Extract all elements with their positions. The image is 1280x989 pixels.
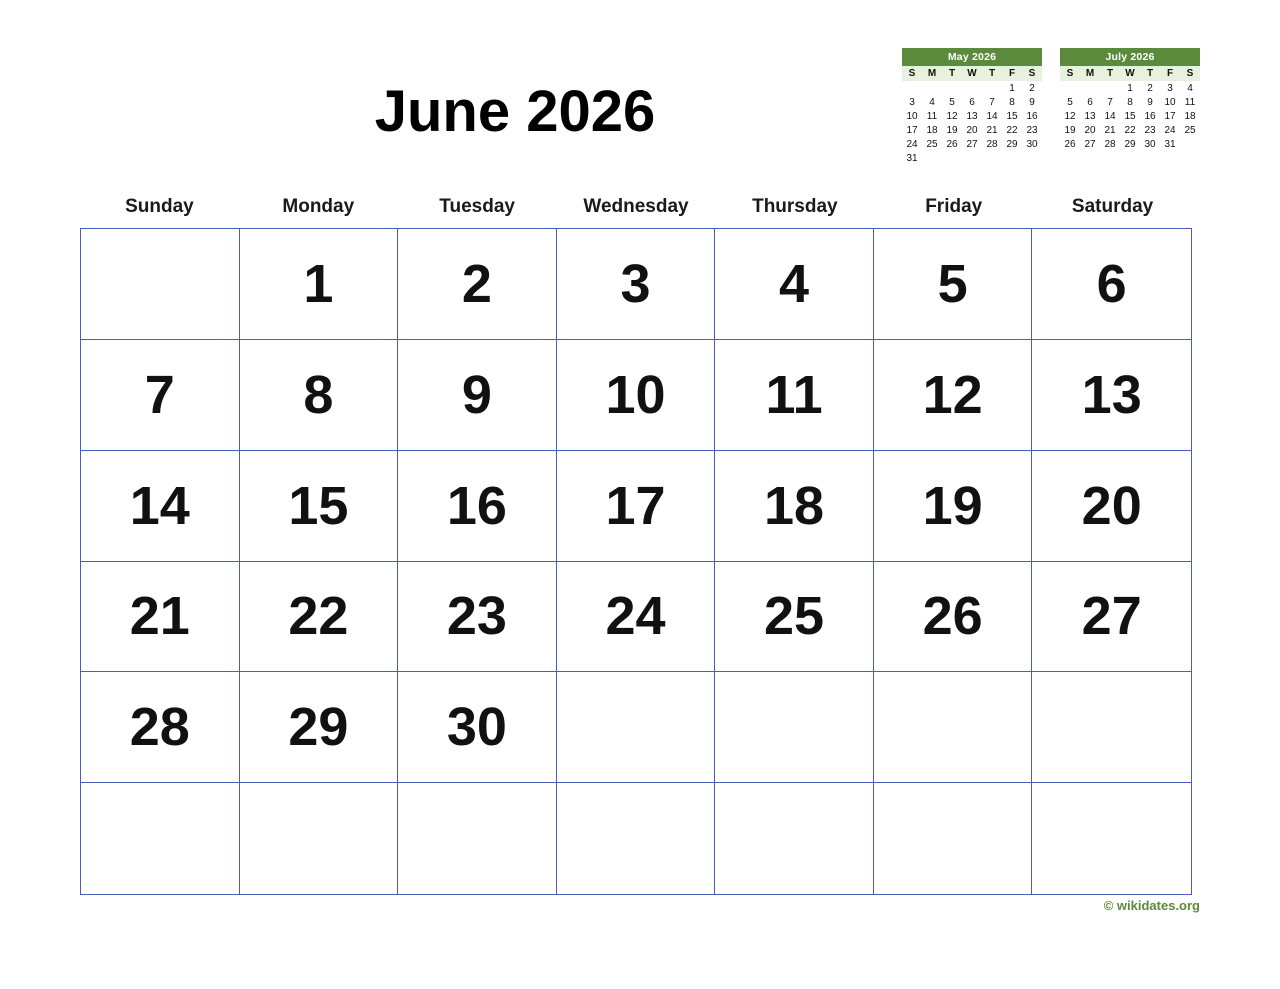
mini-day: 9	[1147, 96, 1153, 108]
mini-day: 31	[906, 152, 918, 164]
day-cell[interactable]	[1032, 562, 1191, 673]
day-cell[interactable]	[874, 783, 1033, 894]
mini-day: 11	[926, 110, 938, 122]
mini-dow-mon: M	[1080, 66, 1100, 81]
mini-day: 14	[986, 110, 998, 122]
day-cell[interactable]	[715, 672, 874, 783]
mini-day: 4	[1187, 82, 1193, 94]
mini-day: 23	[1144, 124, 1156, 136]
weekday-header-tuesday: Tuesday	[439, 196, 515, 217]
day-number: 20	[1081, 475, 1142, 536]
mini-months-container	[902, 48, 1200, 165]
mini-day: 18	[1184, 110, 1196, 122]
mini-week-row	[1060, 95, 1200, 109]
month-grid	[80, 228, 1192, 895]
day-number: 19	[922, 475, 983, 536]
day-cell[interactable]	[874, 562, 1033, 673]
calendar-header	[0, 0, 1280, 185]
day-number: 13	[1081, 364, 1142, 425]
day-cell[interactable]	[557, 229, 716, 340]
day-number: 9	[461, 364, 492, 425]
day-cell[interactable]	[715, 451, 874, 562]
day-cell[interactable]	[81, 229, 240, 340]
mini-day: 7	[1107, 96, 1113, 108]
footer-credit[interactable]	[1104, 898, 1200, 913]
day-cell[interactable]	[240, 451, 399, 562]
mini-week-row	[1060, 109, 1200, 123]
mini-day: 23	[1026, 124, 1038, 136]
day-number: 11	[765, 364, 823, 425]
day-number: 22	[288, 586, 349, 647]
mini-day: 12	[1064, 110, 1076, 122]
mini-calendar-table	[902, 66, 1042, 165]
day-cell[interactable]	[240, 340, 399, 451]
day-number: 21	[129, 586, 190, 647]
weekday-header-sunday: Sunday	[125, 196, 194, 217]
mini-day	[982, 81, 1002, 95]
mini-calendar-previous-month	[902, 48, 1042, 165]
mini-day: 13	[1084, 110, 1096, 122]
mini-day: 27	[1084, 138, 1096, 150]
mini-day: 22	[1124, 124, 1136, 136]
weekday-header-wednesday: Wednesday	[583, 196, 689, 217]
day-cell[interactable]	[715, 562, 874, 673]
day-cell[interactable]	[557, 783, 716, 894]
day-cell[interactable]	[1032, 451, 1191, 562]
mini-day: 28	[986, 138, 998, 150]
mini-day	[902, 81, 922, 95]
mini-day: 26	[1064, 138, 1076, 150]
day-cell[interactable]	[874, 340, 1033, 451]
mini-day: 5	[949, 96, 955, 108]
day-number: 12	[922, 364, 983, 425]
day-cell[interactable]	[557, 672, 716, 783]
day-number: 16	[446, 475, 507, 536]
mini-day: 12	[946, 110, 958, 122]
mini-week-row	[1060, 81, 1200, 95]
day-cell[interactable]	[81, 672, 240, 783]
mini-day: 29	[1124, 138, 1136, 150]
mini-day: 25	[926, 138, 938, 150]
mini-day: 27	[966, 138, 978, 150]
day-cell[interactable]	[240, 562, 399, 673]
mini-day: 8	[1009, 96, 1015, 108]
mini-day: 1	[1009, 82, 1015, 94]
day-cell[interactable]	[240, 672, 399, 783]
mini-dow-mon: M	[922, 66, 942, 81]
day-cell[interactable]	[81, 340, 240, 451]
mini-dow-tue: T	[1100, 66, 1120, 81]
day-number: 18	[764, 475, 825, 536]
mini-day: 1	[1127, 82, 1133, 94]
mini-day	[1100, 81, 1120, 95]
mini-day: 28	[1104, 138, 1116, 150]
mini-day: 19	[1064, 124, 1076, 136]
mini-day: 21	[1104, 124, 1116, 136]
mini-week-row	[902, 137, 1042, 151]
copyright-icon: ©	[1103, 898, 1114, 913]
mini-week-row	[902, 95, 1042, 109]
mini-day	[1060, 151, 1080, 154]
mini-day	[942, 81, 962, 95]
mini-dow-sat: S	[1022, 66, 1042, 81]
weekday-header-thursday: Thursday	[752, 196, 838, 217]
mini-day: 7	[989, 96, 995, 108]
mini-dow-fri: F	[1002, 66, 1022, 81]
mini-dow-wed: W	[1120, 66, 1140, 81]
mini-day	[942, 151, 962, 165]
mini-calendar-title: July 2026	[1060, 48, 1200, 66]
day-cell[interactable]	[1032, 340, 1191, 451]
mini-day	[1022, 151, 1042, 165]
day-number: 15	[288, 475, 349, 536]
day-number: 4	[779, 253, 810, 314]
mini-day: 17	[1164, 110, 1176, 122]
mini-day: 18	[926, 124, 938, 136]
mini-day: 3	[909, 96, 915, 108]
mini-week-row	[902, 109, 1042, 123]
mini-dow-sun: S	[902, 66, 922, 81]
mini-day	[1180, 151, 1200, 154]
mini-day	[1160, 151, 1180, 154]
day-cell[interactable]	[398, 783, 557, 894]
mini-week-row	[1060, 123, 1200, 137]
weekday-header-saturday: Saturday	[1071, 196, 1154, 217]
day-number: 3	[620, 253, 651, 314]
mini-day	[1002, 151, 1022, 165]
day-cell[interactable]	[1032, 783, 1191, 894]
mini-calendar-dow-row	[1060, 66, 1200, 81]
mini-day: 4	[929, 96, 935, 108]
mini-day: 6	[1087, 96, 1093, 108]
day-cell[interactable]	[557, 340, 716, 451]
mini-week-row	[1060, 137, 1200, 151]
mini-week-row	[902, 123, 1042, 137]
mini-day	[1080, 151, 1100, 154]
day-number: 25	[764, 586, 825, 647]
mini-calendar-dow-row	[902, 66, 1042, 81]
mini-day	[1060, 81, 1080, 95]
day-cell[interactable]	[715, 340, 874, 451]
day-number: 28	[129, 697, 190, 758]
day-number: 8	[303, 364, 334, 425]
day-cell[interactable]	[398, 562, 557, 673]
day-cell[interactable]	[240, 783, 399, 894]
mini-dow-sun: S	[1060, 66, 1080, 81]
day-number: 26	[922, 586, 983, 647]
mini-day: 24	[906, 138, 918, 150]
day-number: 2	[461, 253, 492, 314]
mini-day: 17	[906, 124, 918, 136]
weekday-header-friday: Friday	[925, 196, 983, 217]
mini-day: 20	[1084, 124, 1096, 136]
day-cell[interactable]	[240, 229, 399, 340]
day-cell[interactable]	[874, 672, 1033, 783]
day-number: 23	[446, 586, 507, 647]
mini-day: 10	[1164, 96, 1176, 108]
mini-day: 31	[1164, 138, 1176, 150]
day-number: 14	[129, 475, 190, 536]
day-number: 10	[605, 364, 666, 425]
mini-day: 16	[1144, 110, 1156, 122]
day-cell[interactable]	[398, 229, 557, 340]
page-title: June 2026	[374, 79, 656, 144]
mini-dow-thu: T	[1140, 66, 1160, 81]
day-cell[interactable]	[398, 451, 557, 562]
mini-dow-sat: S	[1180, 66, 1200, 81]
day-number: 30	[446, 697, 507, 758]
mini-day: 20	[966, 124, 978, 136]
mini-day: 6	[969, 96, 975, 108]
mini-day: 21	[986, 124, 998, 136]
mini-day	[1140, 151, 1160, 154]
day-number: 29	[288, 697, 349, 758]
footer-site-link[interactable]: wikidates.org	[1116, 898, 1200, 913]
day-number: 5	[937, 253, 968, 314]
mini-day: 15	[1006, 110, 1018, 122]
day-cell[interactable]	[1032, 672, 1191, 783]
day-cell[interactable]	[715, 783, 874, 894]
mini-day: 9	[1029, 96, 1035, 108]
mini-day: 26	[946, 138, 958, 150]
mini-week-row	[902, 151, 1042, 165]
mini-day: 30	[1144, 138, 1156, 150]
mini-day: 19	[946, 124, 958, 136]
mini-day: 10	[906, 110, 918, 122]
day-cell[interactable]	[81, 451, 240, 562]
mini-day: 24	[1164, 124, 1176, 136]
day-number: 7	[144, 364, 175, 425]
mini-day: 29	[1006, 138, 1018, 150]
day-number: 24	[605, 586, 666, 647]
mini-dow-thu: T	[982, 66, 1002, 81]
weekday-header-monday: Monday	[282, 196, 355, 217]
mini-day	[982, 151, 1002, 165]
mini-day	[1120, 151, 1140, 154]
mini-calendar-title: May 2026	[902, 48, 1042, 66]
mini-week-row	[1060, 151, 1200, 154]
mini-day: 2	[1029, 82, 1035, 94]
day-cell[interactable]	[557, 451, 716, 562]
mini-day	[962, 81, 982, 95]
mini-day	[1080, 81, 1100, 95]
day-cell[interactable]	[398, 672, 557, 783]
mini-dow-fri: F	[1160, 66, 1180, 81]
weekday-header-row	[80, 196, 1192, 218]
mini-day	[1100, 151, 1120, 154]
day-cell[interactable]	[874, 229, 1033, 340]
day-number: 27	[1081, 586, 1142, 647]
mini-day: 25	[1184, 124, 1196, 136]
mini-day: 15	[1124, 110, 1136, 122]
mini-week-row	[902, 81, 1042, 95]
mini-day: 8	[1127, 96, 1133, 108]
day-cell[interactable]	[557, 562, 716, 673]
day-cell[interactable]	[81, 783, 240, 894]
mini-calendar-next-month	[1060, 48, 1200, 165]
mini-calendar-table	[1060, 66, 1200, 154]
mini-day: 5	[1067, 96, 1073, 108]
mini-day: 3	[1167, 82, 1173, 94]
mini-day	[1180, 137, 1200, 151]
mini-day: 16	[1026, 110, 1038, 122]
mini-day: 13	[966, 110, 978, 122]
mini-dow-tue: T	[942, 66, 962, 81]
day-cell[interactable]	[715, 229, 874, 340]
day-cell[interactable]	[398, 340, 557, 451]
mini-day	[962, 151, 982, 165]
day-number: 6	[1096, 253, 1127, 314]
mini-day: 22	[1006, 124, 1018, 136]
day-cell[interactable]	[1032, 229, 1191, 340]
mini-day	[922, 151, 942, 165]
mini-day: 2	[1147, 82, 1153, 94]
mini-day: 30	[1026, 138, 1038, 150]
mini-day	[922, 81, 942, 95]
mini-day: 14	[1104, 110, 1116, 122]
day-cell[interactable]	[874, 451, 1033, 562]
day-cell[interactable]	[81, 562, 240, 673]
day-number: 17	[605, 475, 666, 536]
day-number: 1	[303, 253, 334, 314]
mini-day: 11	[1184, 96, 1196, 108]
mini-dow-wed: W	[962, 66, 982, 81]
